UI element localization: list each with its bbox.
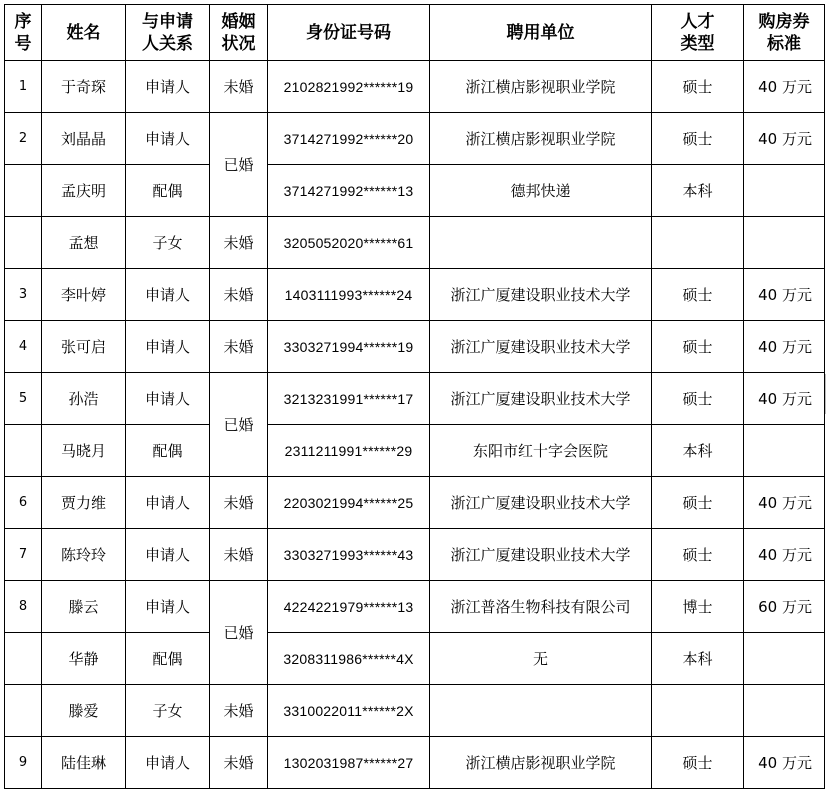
row-index bbox=[5, 685, 42, 737]
row-index bbox=[5, 425, 42, 477]
header-marital: 婚姻 状况 bbox=[210, 5, 268, 61]
table-row bbox=[5, 477, 825, 529]
row-voucher: 40 万元 bbox=[744, 113, 825, 165]
row-id-number: 3208311986******4X bbox=[268, 633, 430, 685]
row-employer bbox=[430, 217, 652, 269]
row-id-number: 3303271993******43 bbox=[268, 529, 430, 581]
table-row bbox=[5, 737, 825, 789]
row-voucher: 40 万元 bbox=[744, 321, 825, 373]
row-voucher bbox=[744, 633, 825, 685]
row-id-number: 2203021994******25 bbox=[268, 477, 430, 529]
row-relation: 申请人 bbox=[126, 113, 210, 165]
table-row bbox=[5, 61, 825, 113]
row-index: 2 bbox=[5, 113, 42, 165]
row-index: 3 bbox=[5, 269, 42, 321]
row-name: 滕云 bbox=[42, 581, 126, 633]
row-name: 贾力维 bbox=[42, 477, 126, 529]
row-relation: 申请人 bbox=[126, 61, 210, 113]
row-id-number: 4224221979******13 bbox=[268, 581, 430, 633]
row-relation: 子女 bbox=[126, 685, 210, 737]
row-name: 刘晶晶 bbox=[42, 113, 126, 165]
row-name: 张可启 bbox=[42, 321, 126, 373]
row-voucher: 40 万元 bbox=[744, 477, 825, 529]
row-id-number: 2102821992******19 bbox=[268, 61, 430, 113]
row-relation: 申请人 bbox=[126, 373, 210, 425]
row-employer: 浙江广厦建设职业技术大学 bbox=[430, 321, 652, 373]
row-index: 6 bbox=[5, 477, 42, 529]
row-marital: 已婚 bbox=[210, 581, 268, 685]
row-talent-type bbox=[652, 685, 744, 737]
row-name: 滕爱 bbox=[42, 685, 126, 737]
row-relation: 申请人 bbox=[126, 269, 210, 321]
header-talent-type: 人才 类型 bbox=[652, 5, 744, 61]
row-employer: 浙江广厦建设职业技术大学 bbox=[430, 477, 652, 529]
row-id-number: 3714271992******20 bbox=[268, 113, 430, 165]
row-name: 马晓月 bbox=[42, 425, 126, 477]
row-talent-type: 硕士 bbox=[652, 61, 744, 113]
row-talent-type: 硕士 bbox=[652, 477, 744, 529]
table-row bbox=[5, 165, 825, 217]
row-relation: 配偶 bbox=[126, 425, 210, 477]
row-voucher: 40 万元 bbox=[744, 529, 825, 581]
row-relation: 申请人 bbox=[126, 477, 210, 529]
row-relation: 子女 bbox=[126, 217, 210, 269]
header-relation: 与申请 人关系 bbox=[126, 5, 210, 61]
row-relation: 申请人 bbox=[126, 529, 210, 581]
row-marital: 已婚 bbox=[210, 373, 268, 477]
row-name: 孙浩 bbox=[42, 373, 126, 425]
row-voucher: 60 万元 bbox=[744, 581, 825, 633]
row-voucher bbox=[744, 217, 825, 269]
row-name: 陈玲玲 bbox=[42, 529, 126, 581]
row-marital: 未婚 bbox=[210, 529, 268, 581]
row-employer: 浙江广厦建设职业技术大学 bbox=[430, 373, 652, 425]
row-index bbox=[5, 217, 42, 269]
row-index bbox=[5, 633, 42, 685]
row-index: 9 bbox=[5, 737, 42, 789]
table-row bbox=[5, 685, 825, 737]
row-relation: 申请人 bbox=[126, 737, 210, 789]
row-id-number: 3714271992******13 bbox=[268, 165, 430, 217]
row-voucher bbox=[744, 685, 825, 737]
row-relation: 配偶 bbox=[126, 633, 210, 685]
row-talent-type bbox=[652, 217, 744, 269]
row-id-number: 3213231991******17 bbox=[268, 373, 430, 425]
header-voucher: 购房券 标准 bbox=[744, 5, 825, 61]
row-id-number: 2311211991******29 bbox=[268, 425, 430, 477]
row-marital: 未婚 bbox=[210, 685, 268, 737]
row-name: 陆佳琳 bbox=[42, 737, 126, 789]
row-id-number: 3303271994******19 bbox=[268, 321, 430, 373]
header-index: 序 号 bbox=[5, 5, 42, 61]
row-talent-type: 硕士 bbox=[652, 269, 744, 321]
row-index: 1 bbox=[5, 61, 42, 113]
row-id-number: 3205052020******61 bbox=[268, 217, 430, 269]
row-employer: 浙江普洛生物科技有限公司 bbox=[430, 581, 652, 633]
row-relation: 配偶 bbox=[126, 165, 210, 217]
row-voucher: 40 万元 bbox=[744, 269, 825, 321]
header-employer: 聘用单位 bbox=[430, 5, 652, 61]
header-name: 姓名 bbox=[42, 5, 126, 61]
table-row bbox=[5, 581, 825, 633]
row-marital: 未婚 bbox=[210, 321, 268, 373]
row-id-number: 3310022011******2X bbox=[268, 685, 430, 737]
row-talent-type: 硕士 bbox=[652, 113, 744, 165]
row-talent-type: 硕士 bbox=[652, 529, 744, 581]
row-voucher bbox=[744, 425, 825, 477]
row-relation: 申请人 bbox=[126, 581, 210, 633]
row-id-number: 1302031987******27 bbox=[268, 737, 430, 789]
row-id-number: 1403111993******24 bbox=[268, 269, 430, 321]
row-index: 7 bbox=[5, 529, 42, 581]
row-marital: 已婚 bbox=[210, 113, 268, 217]
row-talent-type: 硕士 bbox=[652, 321, 744, 373]
row-talent-type: 本科 bbox=[652, 165, 744, 217]
table-row bbox=[5, 321, 825, 373]
row-name: 孟庆明 bbox=[42, 165, 126, 217]
row-marital: 未婚 bbox=[210, 269, 268, 321]
row-marital: 未婚 bbox=[210, 737, 268, 789]
header-id-number: 身份证号码 bbox=[268, 5, 430, 61]
row-name: 华静 bbox=[42, 633, 126, 685]
row-talent-type: 硕士 bbox=[652, 737, 744, 789]
row-marital: 未婚 bbox=[210, 61, 268, 113]
scrollbar-edge[interactable] bbox=[825, 374, 830, 414]
row-voucher: 40 万元 bbox=[744, 373, 825, 425]
talent-housing-table bbox=[4, 4, 825, 789]
row-index: 5 bbox=[5, 373, 42, 425]
table-row bbox=[5, 269, 825, 321]
row-talent-type: 硕士 bbox=[652, 373, 744, 425]
table-row bbox=[5, 633, 825, 685]
row-employer: 德邦快递 bbox=[430, 165, 652, 217]
row-name: 于奇琛 bbox=[42, 61, 126, 113]
header-row bbox=[5, 5, 825, 61]
row-voucher: 40 万元 bbox=[744, 61, 825, 113]
table-row bbox=[5, 425, 825, 477]
table-row bbox=[5, 373, 825, 425]
table-row bbox=[5, 113, 825, 165]
row-index: 4 bbox=[5, 321, 42, 373]
row-employer: 浙江横店影视职业学院 bbox=[430, 737, 652, 789]
row-employer bbox=[430, 685, 652, 737]
row-voucher: 40 万元 bbox=[744, 737, 825, 789]
row-employer: 浙江横店影视职业学院 bbox=[430, 61, 652, 113]
row-marital: 未婚 bbox=[210, 477, 268, 529]
row-employer: 浙江广厦建设职业技术大学 bbox=[430, 529, 652, 581]
row-talent-type: 博士 bbox=[652, 581, 744, 633]
table-row bbox=[5, 529, 825, 581]
row-name: 孟想 bbox=[42, 217, 126, 269]
row-employer: 浙江广厦建设职业技术大学 bbox=[430, 269, 652, 321]
row-index: 8 bbox=[5, 581, 42, 633]
row-talent-type: 本科 bbox=[652, 633, 744, 685]
row-relation: 申请人 bbox=[126, 321, 210, 373]
row-name: 李叶婷 bbox=[42, 269, 126, 321]
row-index bbox=[5, 165, 42, 217]
row-talent-type: 本科 bbox=[652, 425, 744, 477]
row-marital: 未婚 bbox=[210, 217, 268, 269]
row-employer: 浙江横店影视职业学院 bbox=[430, 113, 652, 165]
table-row bbox=[5, 217, 825, 269]
row-employer: 东阳市红十字会医院 bbox=[430, 425, 652, 477]
row-employer: 无 bbox=[430, 633, 652, 685]
row-voucher bbox=[744, 165, 825, 217]
